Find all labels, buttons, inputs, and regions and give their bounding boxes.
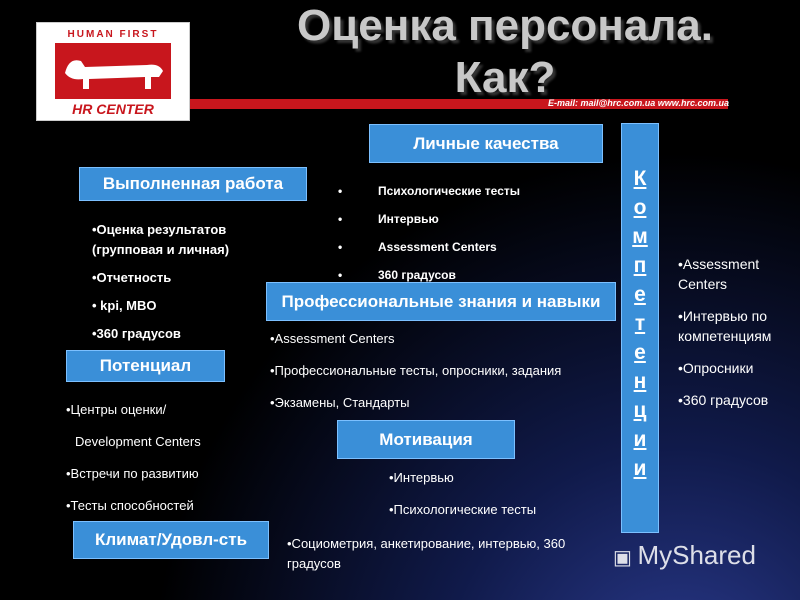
kompetencii-letter: К (633, 167, 647, 190)
list-item: •Интервью по компетенциям (678, 308, 772, 344)
kompetencii-letter: ц (633, 399, 647, 422)
list-item: • Интервью (338, 212, 439, 226)
list-item: •Центры оценки/ (66, 402, 167, 417)
watermark-icon: ▣ (613, 547, 638, 569)
hr-center-logo (36, 22, 190, 121)
list-item: • 360 градусов (338, 268, 456, 282)
list-item: •Опросники (678, 360, 754, 376)
list-item: •360 градусов (678, 392, 769, 408)
list-item: Development Centers (75, 434, 201, 449)
kompetencii-letter: и (633, 428, 647, 451)
kompetencii-letter: м (632, 225, 648, 248)
box-professionalnye: Профессиональные знания и навыки (266, 282, 616, 321)
list-item: •Тесты способностей (66, 498, 194, 513)
kompetencii-letter: т (634, 312, 646, 335)
watermark-text: MyShared (637, 540, 756, 570)
box-klimat: Климат/Удовл-сть (73, 521, 269, 559)
box-vypolnennaya-rabota: Выполненная работа (79, 167, 307, 201)
kompetencii-letter: и (633, 457, 647, 480)
list-item: •Психологические тесты (389, 502, 537, 517)
kompetencii-letter: п (633, 254, 647, 277)
box-lichnye-kachestva: Личные качества (369, 124, 603, 163)
professional-list (270, 323, 610, 419)
box-potencial: Потенциал (66, 350, 225, 382)
list-item: •Оценка результатов (групповая и личная) (92, 222, 230, 257)
box-kompetencii (621, 123, 659, 533)
kompetencii-letter: о (633, 196, 647, 219)
contact-info: E-mail: mail@hrc.com.ua www.hrc.com.ua (548, 98, 729, 108)
page-title (230, 0, 780, 104)
vypolnennaya-list (92, 220, 252, 344)
potencial-list (66, 394, 266, 522)
list-item: • Assessment Centers (338, 240, 497, 254)
list-item: •Встречи по развитию (66, 466, 199, 481)
list-item: •360 градусов (92, 326, 181, 341)
list-item: •Assessment Centers (678, 256, 760, 292)
title-line-2: Как? (454, 53, 556, 102)
list-item: •Экзамены, Стандарты (270, 395, 410, 410)
logo-dog-emblem (55, 43, 171, 99)
list-item: •Социометрия, анкетирование, интервью, 360 градусов (287, 536, 566, 571)
klimat-list (287, 534, 617, 574)
kompetencii-list (678, 254, 793, 410)
kompetencii-letter: е (634, 341, 646, 364)
list-item: • Психологические тесты (338, 184, 520, 198)
list-item: •Assessment Centers (270, 331, 395, 346)
list-item: •Интервью (389, 470, 454, 485)
logo-top-text: HUMAN FIRST (67, 29, 159, 40)
list-item: •Профессиональные тесты, опросники, задания (270, 363, 562, 378)
lichnye-list (338, 177, 598, 289)
kompetencii-letter: е (634, 283, 646, 306)
motivaciya-list (389, 462, 589, 526)
kompetencii-letter: н (633, 370, 647, 393)
list-item: •Отчетность (92, 270, 172, 285)
logo-bottom-text: HR CENTER (72, 101, 154, 117)
list-item: • kpi, MBO (92, 298, 157, 313)
title-line-1: Оценка персонала. (296, 1, 713, 50)
box-motivaciya: Мотивация (337, 420, 515, 459)
watermark (613, 540, 756, 571)
